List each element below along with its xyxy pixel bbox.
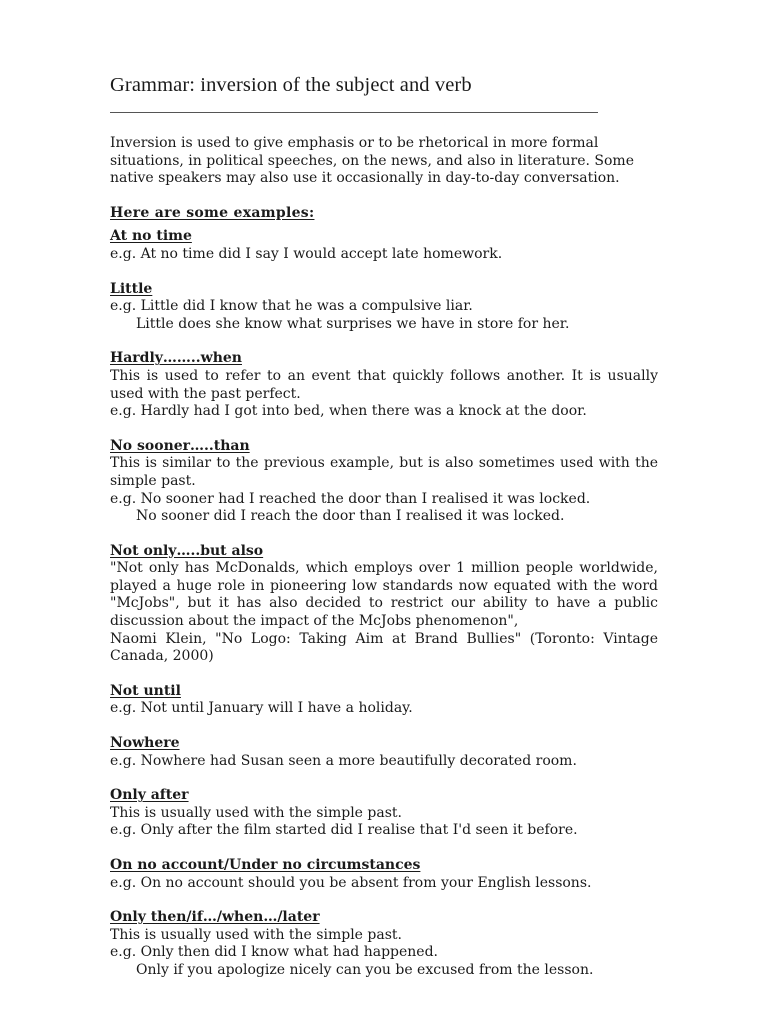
example-line: e.g. Little did I know that he was a compulsive liar. xyxy=(110,298,473,315)
section-only-after xyxy=(110,787,658,840)
section-only-then-if xyxy=(110,909,658,979)
section-no-sooner-than xyxy=(110,438,658,526)
section-heading: Not until xyxy=(110,682,181,699)
example-line: e.g. No sooner had I reached the door than I realised it was locked. xyxy=(110,490,591,507)
section-description: This is usually used with the simple past. xyxy=(110,926,402,943)
section-heading: Nowhere xyxy=(110,735,180,752)
section-little xyxy=(110,281,658,334)
section-description: This is used to refer to an event that quickly follows another. It is usually used with the past perfect. xyxy=(110,367,658,402)
section-hardly-when xyxy=(110,350,658,420)
section-heading: Little xyxy=(110,280,153,297)
example-line: e.g. Only after the film started did I realise that I'd seen it before. xyxy=(110,822,578,839)
section-heading: Only after xyxy=(110,787,189,804)
quote-text: "Not only has McDonalds, which employs over 1 million people worldwide, played a huge role in pioneering low standards now equated with the word "McJobs", but it has also decided to restrict our ability to have a public discussion about the impact of the McJobs phenomenon", xyxy=(110,560,658,630)
example-line-indented: Little does she know what surprises we have in store for her. xyxy=(136,315,570,332)
example-line: e.g. Hardly had I got into bed, when there was a knock at the door. xyxy=(110,403,587,420)
title-divider xyxy=(110,112,598,113)
document-page xyxy=(110,72,658,997)
section-not-only-but-also xyxy=(110,543,658,666)
section-heading: Hardly……..when xyxy=(110,350,242,367)
example-line: e.g. Only then did I know what had happened. xyxy=(110,944,439,961)
section-heading: No sooner…..than xyxy=(110,437,250,454)
example-line-indented: No sooner did I reach the door than I realised it was locked. xyxy=(136,508,565,525)
example-line: e.g. At no time did I say I would accept late homework. xyxy=(110,245,503,262)
section-not-until xyxy=(110,683,658,718)
quote-citation: Naomi Klein, "No Logo: Taking Aim at Brand Bullies" (Toronto: Vintage Canada, 2000) xyxy=(110,630,658,665)
section-at-no-time xyxy=(110,228,658,263)
document-title: Grammar: inversion of the subject and verb xyxy=(110,74,472,96)
section-nowhere xyxy=(110,735,658,770)
section-description: This is similar to the previous example, but is also sometimes used with the simple past. xyxy=(110,455,658,489)
section-heading: Not only…..but also xyxy=(110,542,264,559)
example-line: e.g. On no account should you be absent from your English lessons. xyxy=(110,874,592,891)
example-line: e.g. Nowhere had Susan seen a more beautifully decorated room. xyxy=(110,752,577,769)
examples-heading: Here are some examples: xyxy=(110,204,315,221)
section-heading: On no account/Under no circumstances xyxy=(110,857,421,873)
section-heading: Only then/if…/when…/later xyxy=(110,909,320,926)
example-line: e.g. Not until January will I have a holiday. xyxy=(110,700,413,717)
intro-paragraph: Inversion is used to give emphasis or to be rhetorical in more formal situations, in political speeches, on the news, and also in literature. Some native speakers may also use it occasionally in day-to-day conversation. xyxy=(110,135,634,187)
section-heading: At no time xyxy=(110,228,192,245)
section-on-no-account xyxy=(110,857,658,892)
section-description: This is usually used with the simple past. xyxy=(110,804,402,821)
example-line-indented: Only if you apologize nicely can you be excused from the lesson. xyxy=(136,961,594,978)
